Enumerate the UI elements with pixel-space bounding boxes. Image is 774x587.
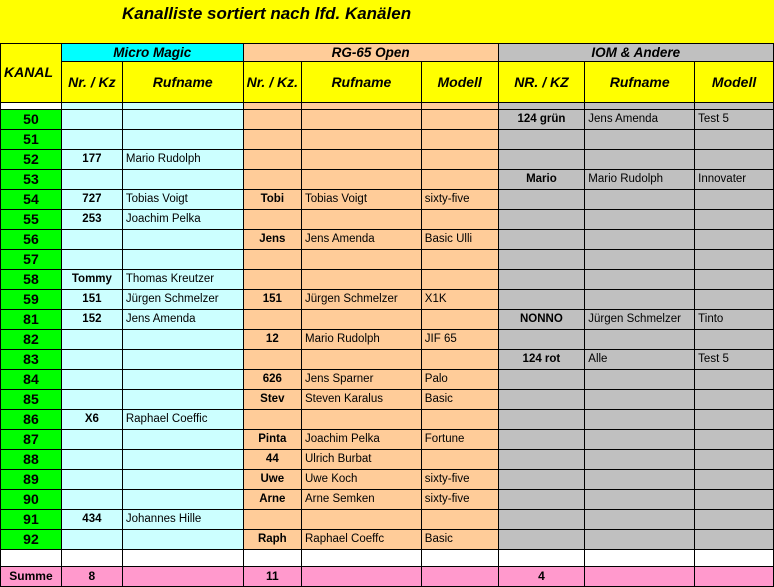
cell-mm-name: Tobias Voigt [122, 190, 243, 210]
cell-rg-name [302, 350, 422, 370]
cell-rg-modell [421, 110, 498, 130]
summary-label: Summe [1, 567, 62, 587]
cell-rg-name [302, 110, 422, 130]
cell-rg-name [302, 130, 422, 150]
header-mm-nr: Nr. / Kz [61, 62, 122, 103]
cell-mm-name [122, 170, 243, 190]
cell-kanal: 86 [1, 410, 62, 430]
cell-iom-modell [695, 270, 774, 290]
cell-rg-modell: JIF 65 [421, 330, 498, 350]
cell-rg-modell [421, 250, 498, 270]
cell-rg-name: Jens Amenda [302, 230, 422, 250]
cell-mm-name: Johannes Hille [122, 510, 243, 530]
cell-rg-name [302, 270, 422, 290]
table-row [1, 230, 774, 250]
cell-mm-nr [61, 430, 122, 450]
table-row [1, 350, 774, 370]
cell-rg-modell: Basic [421, 390, 498, 410]
cell-rg-nr [243, 110, 301, 130]
table-row [1, 210, 774, 230]
spacer-row [1, 103, 774, 110]
cell-rg-modell [421, 170, 498, 190]
cell-iom-name [585, 210, 695, 230]
cell-kanal: 85 [1, 390, 62, 410]
cell-mm-name: Joachim Pelka [122, 210, 243, 230]
cell-kanal: 56 [1, 230, 62, 250]
cell-rg-nr: 626 [243, 370, 301, 390]
cell-iom-nr: 124 grün [498, 110, 585, 130]
cell-rg-nr: Tobi [243, 190, 301, 210]
cell-mm-nr [61, 450, 122, 470]
cell-rg-modell [421, 350, 498, 370]
cell-mm-nr [61, 530, 122, 550]
cell-iom-modell [695, 530, 774, 550]
cell-kanal: 81 [1, 310, 62, 330]
cell-rg-modell: Palo [421, 370, 498, 390]
cell-mm-name [122, 450, 243, 470]
cell-mm-nr [61, 110, 122, 130]
cell-mm-nr: 151 [61, 290, 122, 310]
cell-kanal: 51 [1, 130, 62, 150]
cell-mm-name [122, 250, 243, 270]
cell-rg-name: Joachim Pelka [302, 430, 422, 450]
summary-rg-count: 11 [243, 567, 301, 587]
cell-rg-nr: Stev [243, 390, 301, 410]
table-row [1, 450, 774, 470]
cell-mm-nr: 253 [61, 210, 122, 230]
cell-iom-name: Jens Amenda [585, 110, 695, 130]
cell-rg-modell [421, 450, 498, 470]
cell-iom-nr [498, 370, 585, 390]
group-header-row [1, 44, 774, 62]
channel-table [0, 43, 774, 587]
cell-mm-name [122, 530, 243, 550]
cell-mm-name: Mario Rudolph [122, 150, 243, 170]
table-row [1, 270, 774, 290]
cell-iom-name: Alle [585, 350, 695, 370]
cell-iom-nr [498, 450, 585, 470]
cell-kanal: 58 [1, 270, 62, 290]
cell-iom-modell [695, 430, 774, 450]
cell-rg-name [302, 150, 422, 170]
cell-iom-name [585, 270, 695, 290]
cell-mm-nr [61, 170, 122, 190]
cell-iom-nr [498, 430, 585, 450]
cell-mm-name [122, 430, 243, 450]
cell-iom-nr [498, 470, 585, 490]
cell-mm-name [122, 390, 243, 410]
cell-rg-nr: Uwe [243, 470, 301, 490]
cell-mm-name [122, 490, 243, 510]
cell-iom-nr [498, 270, 585, 290]
cell-mm-nr: 152 [61, 310, 122, 330]
cell-iom-modell [695, 130, 774, 150]
cell-rg-nr [243, 350, 301, 370]
cell-mm-nr [61, 350, 122, 370]
cell-iom-name [585, 230, 695, 250]
cell-iom-nr [498, 150, 585, 170]
cell-iom-nr [498, 250, 585, 270]
cell-iom-nr [498, 490, 585, 510]
cell-iom-modell [695, 370, 774, 390]
cell-iom-name [585, 190, 695, 210]
table-row [1, 470, 774, 490]
table-row [1, 430, 774, 450]
cell-iom-modell: Innovater [695, 170, 774, 190]
table-row [1, 170, 774, 190]
cell-mm-name [122, 330, 243, 350]
cell-iom-modell [695, 470, 774, 490]
cell-mm-name [122, 370, 243, 390]
cell-rg-name [302, 510, 422, 530]
cell-iom-name [585, 390, 695, 410]
header-rg-nr: Nr. / Kz. [243, 62, 301, 103]
cell-mm-nr [61, 470, 122, 490]
table-row [1, 510, 774, 530]
cell-mm-nr [61, 490, 122, 510]
cell-mm-name [122, 110, 243, 130]
cell-mm-nr: 727 [61, 190, 122, 210]
cell-kanal: 50 [1, 110, 62, 130]
cell-mm-nr: 177 [61, 150, 122, 170]
cell-iom-nr [498, 330, 585, 350]
cell-rg-name: Arne Semken [302, 490, 422, 510]
cell-iom-modell [695, 210, 774, 230]
cell-kanal: 89 [1, 470, 62, 490]
cell-rg-modell [421, 150, 498, 170]
cell-rg-nr: 151 [243, 290, 301, 310]
cell-iom-name [585, 150, 695, 170]
cell-mm-nr [61, 390, 122, 410]
cell-iom-name [585, 510, 695, 530]
cell-iom-name [585, 430, 695, 450]
cell-rg-nr: Pinta [243, 430, 301, 450]
header-rg-name: Rufname [302, 62, 422, 103]
cell-kanal: 84 [1, 370, 62, 390]
table-row [1, 150, 774, 170]
cell-kanal: 91 [1, 510, 62, 530]
cell-rg-name [302, 310, 422, 330]
cell-rg-modell [421, 210, 498, 230]
table-row [1, 290, 774, 310]
cell-rg-modell [421, 270, 498, 290]
cell-rg-name: Tobias Voigt [302, 190, 422, 210]
cell-rg-modell: Fortune [421, 430, 498, 450]
cell-kanal: 92 [1, 530, 62, 550]
cell-iom-name [585, 370, 695, 390]
cell-mm-nr [61, 130, 122, 150]
table-row [1, 330, 774, 350]
cell-mm-name [122, 230, 243, 250]
cell-rg-modell [421, 410, 498, 430]
cell-iom-modell: Tinto [695, 310, 774, 330]
cell-mm-nr [61, 250, 122, 270]
cell-rg-modell [421, 130, 498, 150]
cell-rg-name [302, 210, 422, 230]
table-row [1, 250, 774, 270]
cell-rg-nr [243, 410, 301, 430]
cell-iom-nr [498, 410, 585, 430]
blank-row [1, 550, 774, 567]
cell-kanal: 90 [1, 490, 62, 510]
cell-rg-name: Ulrich Burbat [302, 450, 422, 470]
cell-iom-nr [498, 230, 585, 250]
cell-iom-nr [498, 130, 585, 150]
table-row [1, 490, 774, 510]
table-row [1, 390, 774, 410]
sheet-title: Kanalliste sortiert nach lfd. Kanälen [122, 4, 412, 23]
cell-kanal: 83 [1, 350, 62, 370]
cell-iom-modell: Test 5 [695, 350, 774, 370]
cell-iom-name [585, 470, 695, 490]
cell-iom-nr [498, 390, 585, 410]
cell-rg-modell: Basic [421, 530, 498, 550]
cell-mm-name [122, 470, 243, 490]
cell-mm-nr: 434 [61, 510, 122, 530]
cell-rg-nr: 12 [243, 330, 301, 350]
group-micro-magic: Micro Magic [61, 44, 243, 62]
cell-rg-nr [243, 310, 301, 330]
cell-iom-modell [695, 230, 774, 250]
cell-iom-modell [695, 510, 774, 530]
header-mm-name: Rufname [122, 62, 243, 103]
cell-iom-name [585, 490, 695, 510]
cell-iom-nr [498, 290, 585, 310]
cell-rg-nr: Arne [243, 490, 301, 510]
cell-rg-name [302, 170, 422, 190]
summary-row [1, 567, 774, 587]
column-header-row [1, 62, 774, 103]
group-iom: IOM & Andere [498, 44, 773, 62]
cell-iom-modell [695, 410, 774, 430]
cell-kanal: 87 [1, 430, 62, 450]
cell-rg-nr: Jens [243, 230, 301, 250]
cell-rg-name: Jürgen Schmelzer [302, 290, 422, 310]
cell-rg-nr [243, 250, 301, 270]
cell-rg-name: Mario Rudolph [302, 330, 422, 350]
cell-iom-nr [498, 530, 585, 550]
header-iom-name: Rufname [585, 62, 695, 103]
cell-rg-modell: sixty-five [421, 190, 498, 210]
cell-iom-nr [498, 510, 585, 530]
table-row [1, 130, 774, 150]
cell-rg-modell: sixty-five [421, 490, 498, 510]
cell-rg-name: Jens Sparner [302, 370, 422, 390]
cell-kanal: 57 [1, 250, 62, 270]
cell-iom-modell [695, 190, 774, 210]
cell-iom-nr [498, 210, 585, 230]
cell-iom-modell [695, 490, 774, 510]
table-row [1, 310, 774, 330]
cell-iom-name [585, 290, 695, 310]
cell-kanal: 59 [1, 290, 62, 310]
cell-iom-modell [695, 390, 774, 410]
cell-kanal: 82 [1, 330, 62, 350]
rows-body [1, 103, 774, 550]
cell-iom-name [585, 450, 695, 470]
cell-rg-nr [243, 270, 301, 290]
cell-iom-modell [695, 330, 774, 350]
cell-iom-nr: Mario [498, 170, 585, 190]
cell-mm-name [122, 130, 243, 150]
header-iom-nr: NR. / KZ [498, 62, 585, 103]
cell-rg-name: Steven Karalus [302, 390, 422, 410]
cell-iom-modell: Test 5 [695, 110, 774, 130]
cell-mm-nr: X6 [61, 410, 122, 430]
cell-iom-name [585, 130, 695, 150]
cell-mm-nr [61, 370, 122, 390]
cell-rg-nr: 44 [243, 450, 301, 470]
table-row [1, 370, 774, 390]
cell-rg-nr [243, 210, 301, 230]
header-iom-modell: Modell [695, 62, 774, 103]
cell-mm-nr [61, 330, 122, 350]
cell-mm-name: Raphael Coeffic [122, 410, 243, 430]
header-rg-modell: Modell [421, 62, 498, 103]
cell-mm-name: Thomas Kreutzer [122, 270, 243, 290]
cell-mm-name: Jürgen Schmelzer [122, 290, 243, 310]
summary-mm-count: 8 [61, 567, 122, 587]
cell-iom-modell [695, 290, 774, 310]
cell-mm-name: Jens Amenda [122, 310, 243, 330]
cell-iom-name [585, 530, 695, 550]
cell-rg-name [302, 250, 422, 270]
cell-iom-name [585, 250, 695, 270]
cell-iom-name: Jürgen Schmelzer [585, 310, 695, 330]
cell-rg-name [302, 410, 422, 430]
cell-iom-modell [695, 250, 774, 270]
cell-iom-nr: NONNO [498, 310, 585, 330]
cell-kanal: 54 [1, 190, 62, 210]
summary-iom-count: 4 [498, 567, 585, 587]
cell-rg-nr: Raph [243, 530, 301, 550]
table-row [1, 410, 774, 430]
cell-kanal: 53 [1, 170, 62, 190]
cell-iom-nr: 124 rot [498, 350, 585, 370]
cell-kanal: 55 [1, 210, 62, 230]
cell-rg-modell: Basic Ulli [421, 230, 498, 250]
cell-rg-modell [421, 510, 498, 530]
table-row [1, 530, 774, 550]
cell-rg-modell: X1K [421, 290, 498, 310]
cell-kanal: 88 [1, 450, 62, 470]
group-rg65: RG-65 Open [243, 44, 498, 62]
kanal-header: KANAL [1, 44, 62, 103]
cell-rg-nr [243, 170, 301, 190]
cell-rg-name: Raphael Coeffc [302, 530, 422, 550]
cell-mm-nr [61, 230, 122, 250]
cell-iom-name [585, 410, 695, 430]
cell-rg-nr [243, 510, 301, 530]
cell-iom-modell [695, 450, 774, 470]
table-row [1, 190, 774, 210]
cell-mm-nr: Tommy [61, 270, 122, 290]
cell-iom-nr [498, 190, 585, 210]
cell-rg-name: Uwe Koch [302, 470, 422, 490]
cell-iom-modell [695, 150, 774, 170]
cell-kanal: 52 [1, 150, 62, 170]
cell-iom-name: Mario Rudolph [585, 170, 695, 190]
cell-rg-nr [243, 130, 301, 150]
cell-iom-name [585, 330, 695, 350]
cell-mm-name [122, 350, 243, 370]
table-row [1, 110, 774, 130]
cell-rg-nr [243, 150, 301, 170]
cell-rg-modell [421, 310, 498, 330]
cell-rg-modell: sixty-five [421, 470, 498, 490]
